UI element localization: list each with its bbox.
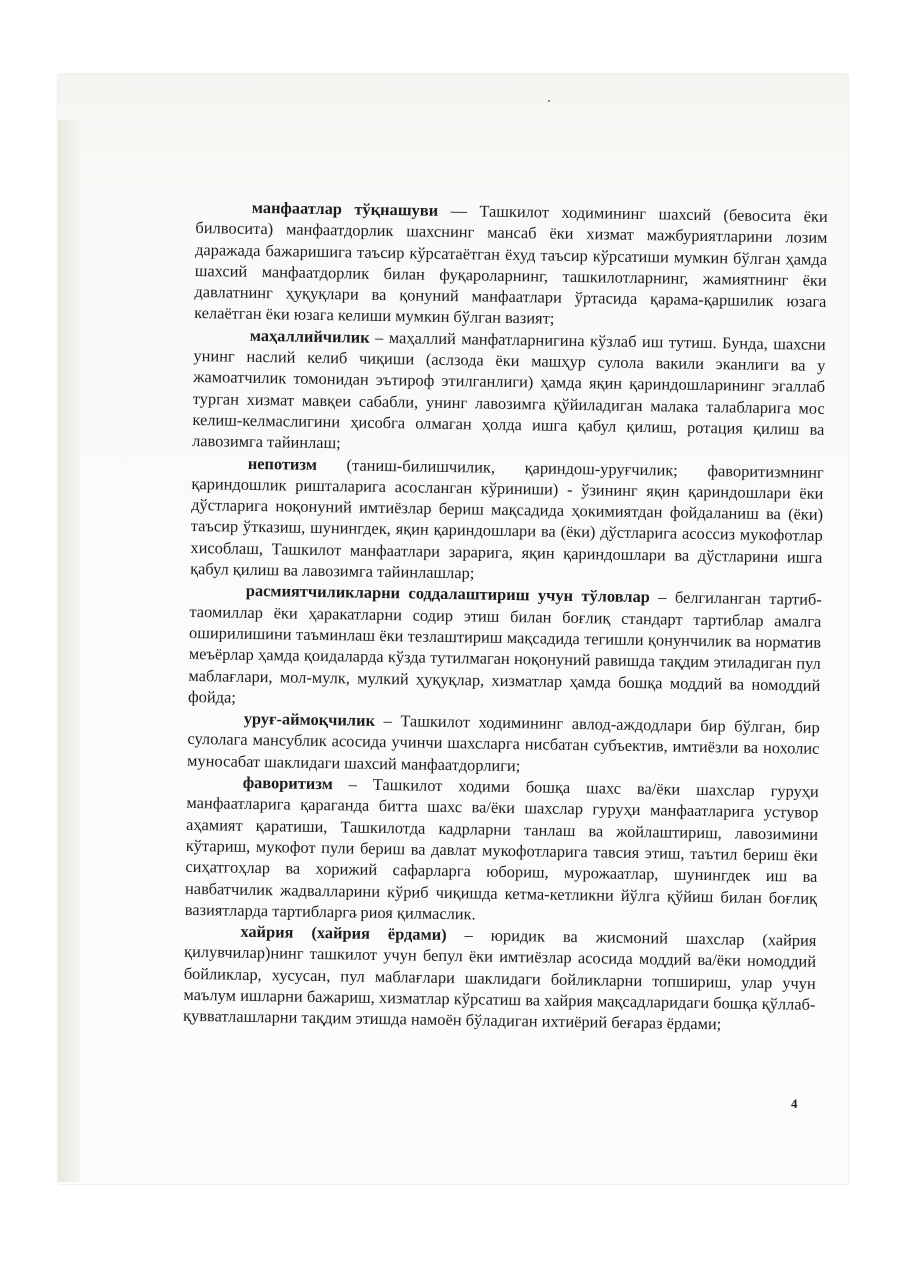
entry-term: уруғ-аймоқчилик xyxy=(243,708,376,730)
entry-term: фаворитизм xyxy=(242,772,333,794)
entry-definition: — Ташкилот ходимининг шахсий (бевосита ёки билвосита) манфаатдорлик шахснинг мансаб ёки хизмат мажбуриятларини лозим даражада бажаришига таъсир кўрсатаётган ёхуд таъсир кўрсатиши мумкин бўлган ҳамда шахсий манфаатдорлик билан фуқароларнинг, ташкилотларнинг, жамиятнинг ёки давлатнинг ҳуқуқлари ва қонуний манфаатлари ўртасида қарама-қаршилик юзага келаётган ёки юзага келиши мумкин бўлган вазият; xyxy=(194,200,828,329)
page-fold-shadow xyxy=(58,120,80,1182)
glossary-entry xyxy=(194,196,828,334)
scan-speck xyxy=(548,100,550,102)
entry-term: непотизм xyxy=(247,453,318,474)
glossary-entry xyxy=(188,579,822,717)
glossary-entry xyxy=(190,452,824,590)
glossary-entry xyxy=(192,324,826,462)
entry-definition: – белгиланган тартиб-таомиллар ёки ҳаракатларни содир этиш билан боғлиқ стандарт тартиблар амалга оширилишини таъминлаш ёки тезлаштириш мақсадида тегишли қонунчилик ва норматив меъёрлар ҳамда қоидаларда кўзда тутилмаган ноқонуний равишда тақдим этиладиган пул маблағлари, мол-мулк, мулкий ҳуқуқлар, хизматлар ҳамда бошқа моддий ва номоддий фойда; xyxy=(187,587,822,707)
entry-term: хайрия (хайрия ёрдами) xyxy=(240,921,447,945)
entry-definition: – маҳаллий манфатларнигина кўзлаб иш тутиш. Бунда, шахсни унинг наслий келиб чиқиши (аслзода ёки машҳур сулола вакили эканлиги ва у жамоатчилик томонидан эътироф этилганлиги) ҳамда яқин қариндошларининг эгаллаб турган хизмат мавқеи сабабли, унинг лавозимга қўйиладиган малака талабларига мос келиш-келмаслигини ҳисобга олмаган ҳолда ишга қабул қилиш, ротация қилиш ва лавозимга тайинлаш; xyxy=(192,327,826,453)
glossary-text xyxy=(183,196,828,1036)
glossary-entry xyxy=(183,920,817,1036)
glossary-entry xyxy=(185,771,819,930)
entry-definition: – юридик ва жисмоний шахслар (хайрия қилувчилар)нинг ташкилот учун бепул ёки имтиёзлар асосида моддий ва/ёки номоддий бойликлар, хусусан, пул маблағлари шаклидаги бойликларни топшириш, улар учун маълум ишларни бажариш, хизматлар кўрсатиш ва хайрия мақсадларидаги бошқа қўллаб-қувватлашларни тақдим этишда намоён бўладиган ихтиёрий беғараз ёрдами; xyxy=(182,925,817,1034)
entry-definition: – Ташкилот ходими бошқа шахс ва/ёки шахслар гуруҳи манфаатларига қараганда битта шахс ва/ёки шахслар гуруҳи манфаатларига устувор аҳамият қаратиши, Ташкилотда кадрларни танлаш ва жойлаштириш, лавозимини кўтариш, мукофот пули бериш ва давлат мукофотларига тавсия этиш, таътил бериш ёки сиҳатгоҳлар ва хорижий сафарларга юбориш, мурожаатлар, шунингдек иш ва навбатчилик жадвалларини кўриб чиқишда кетма-кетликни йўлга қўйиш билан боғлиқ вазиятларда тартибларга риоя қилмаслик. xyxy=(184,774,819,924)
entry-term: маҳаллийчилик xyxy=(249,325,370,347)
glossary-entry xyxy=(187,707,820,781)
page-number: 4 xyxy=(791,1096,798,1111)
entry-term: манфаатлар тўқнашуви xyxy=(251,197,439,220)
entry-definition: – Ташкилот ходимининг авлод-аждодлари бир бўлган, бир сулолага мансублик асосида учинчи шахсларга нисбатан субъектив, имтиёзли ва нохолис муносабат шаклидаги шахсий манфаатдорлиги; xyxy=(186,711,820,775)
entry-term: расмиятчиликларни соддалаштириш учун тўловлар xyxy=(245,581,650,607)
entry-definition: (таниш-билишчилик, қариндош-уруғчилик; фаворитизмнинг қариндошлик ришталарига асосланган кўриниши) - ўзининг яқин қариндошлари ёки дўстларига ноқонуний имтиёзлар бериш мақсадида ҳокимиятдан фойдаланиш ва (ёки) таъсир ўтказиш, шунингдек, яқин қариндошлари ва (ёки) дўстларига асоссиз мукофотлар хисоблаш, Ташкилот манфаатлари зарарига, яқин қариндошлари ва дўстларини ишга қабул қилиш ва лавозимга тайинлашлар; xyxy=(189,454,824,583)
